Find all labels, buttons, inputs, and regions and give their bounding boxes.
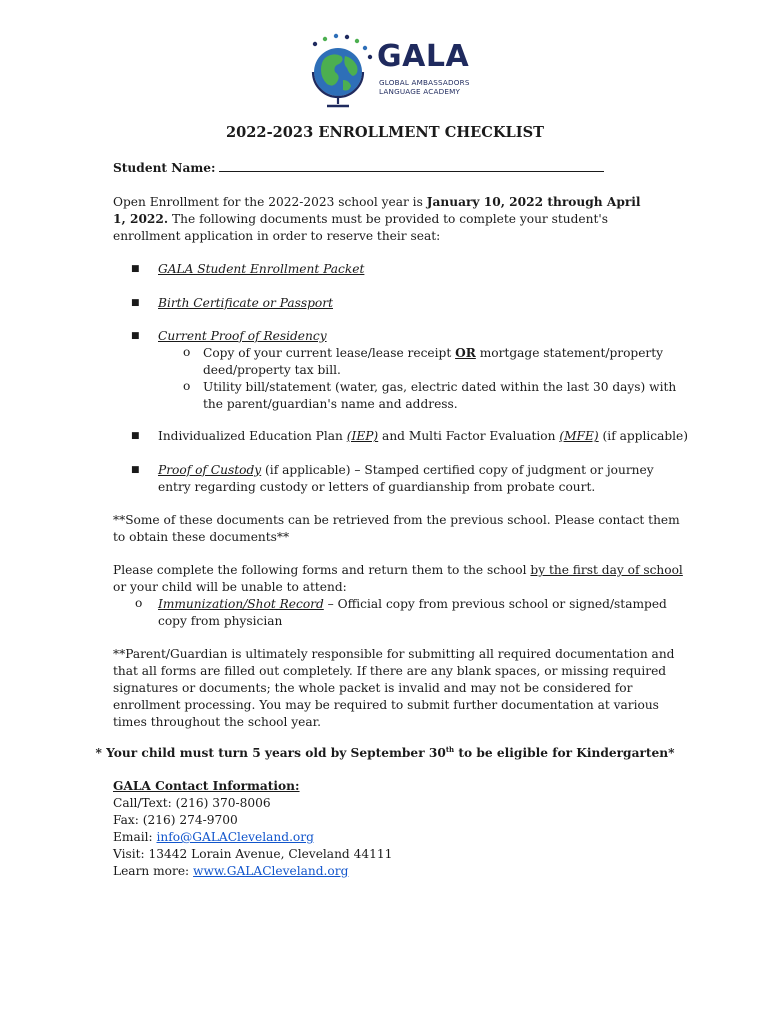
item4-text-c: (if applicable) bbox=[598, 429, 689, 443]
note-1-line-1: **Some of these documents can be retrieved from the previous school. Please contact them bbox=[113, 513, 680, 527]
enrollment-end-date-bold: 1, 2022. bbox=[113, 212, 169, 226]
bullet-square-icon: ■ bbox=[131, 298, 140, 308]
sub1-or: OR bbox=[455, 346, 476, 360]
doc-item-enrollment-packet bbox=[158, 261, 364, 278]
note-1-line-2: to obtain these documents** bbox=[113, 530, 290, 544]
email-link[interactable]: info@GALACleveland.org bbox=[156, 830, 314, 844]
sub-bullet-marker: o bbox=[183, 345, 191, 359]
forms-line-1 bbox=[113, 562, 683, 579]
bullet-square-icon: ■ bbox=[131, 465, 140, 475]
sub-bullet-marker: o bbox=[135, 596, 143, 610]
sub1-text-b: mortgage statement/property bbox=[475, 346, 664, 360]
page-title: 2022-2023 ENROLLMENT CHECKLIST bbox=[225, 124, 545, 141]
intro-line-1 bbox=[113, 194, 641, 211]
doc-item-iep-mfe bbox=[158, 428, 688, 445]
contact-email-label: Email: bbox=[113, 830, 157, 844]
intro-line-3: enrollment application in order to reserve their seat: bbox=[113, 229, 441, 243]
doc-item-proof-of-residency bbox=[158, 328, 327, 345]
kindergarten-notice bbox=[0, 745, 770, 760]
intro-text-2: The following documents must be provided to complete your student's bbox=[168, 212, 608, 226]
contact-heading: GALA Contact Information: bbox=[113, 779, 300, 793]
doc-item-proof-of-custody-cont: entry regarding custody or letters of guardianship from probate court. bbox=[158, 480, 596, 494]
intro-text-1: Open Enrollment for the 2022-2023 school year is bbox=[113, 195, 427, 209]
item4-text-b: and Multi Factor Evaluation bbox=[378, 429, 560, 443]
forms-deadline: by the first day of school bbox=[530, 563, 683, 577]
forms-item-immunization-cont: copy from physician bbox=[158, 614, 283, 628]
student-name-row bbox=[113, 160, 604, 177]
gala-logo bbox=[305, 30, 485, 110]
forms-item-text-a: – Official copy from previous school or signed/stamped bbox=[323, 597, 667, 611]
doc-item-1-text: GALA Student Enrollment Packet bbox=[158, 262, 365, 276]
item5-custody: Proof of Custody bbox=[158, 463, 262, 477]
note-2-line-2: that all forms are filled out completely. If there are any blank spaces, or missing required bbox=[113, 664, 667, 678]
globe-icon bbox=[305, 30, 375, 110]
student-name-label: Student Name: bbox=[113, 161, 216, 175]
item4-iep: (IEP) bbox=[346, 429, 379, 443]
item4-mfe: (MFE) bbox=[559, 429, 599, 443]
residency-sub-item-1 bbox=[203, 345, 663, 362]
residency-sub-item-2: Utility bill/statement (water, gas, electric dated within the last 30 days) with bbox=[203, 380, 677, 394]
note-2-line-3: signatures or documents; the whole packet is invalid and may not be considered for bbox=[113, 681, 633, 695]
student-name-blank bbox=[219, 160, 604, 172]
contact-website-row bbox=[113, 863, 348, 880]
kinder-text-b: to be eligible for Kindergarten* bbox=[454, 746, 675, 761]
contact-call: Call/Text: (216) 370-8006 bbox=[113, 796, 271, 810]
sub1-text-a: Copy of your current lease/lease receipt bbox=[203, 346, 456, 360]
website-link[interactable]: www.GALACleveland.org bbox=[193, 864, 349, 878]
note-2-line-4: enrollment processing. You may be required to submit further documentation at various bbox=[113, 698, 659, 712]
item5-text-a: (if applicable) – Stamped certified copy of judgment or journey bbox=[261, 463, 654, 477]
doc-item-2-text: Birth Certificate or Passport bbox=[158, 296, 333, 310]
residency-sub-item-2-cont: the parent/guardian's name and address. bbox=[203, 397, 458, 411]
immunization-record: Immunization/Shot Record bbox=[158, 597, 324, 611]
item4-text-a: Individualized Education Plan bbox=[158, 429, 347, 443]
intro-line-2 bbox=[113, 211, 608, 228]
sub-bullet-marker: o bbox=[183, 379, 191, 393]
forms-item-immunization bbox=[158, 596, 667, 613]
forms-line-2: or your child will be unable to attend: bbox=[113, 580, 347, 594]
logo-wordmark: GALA bbox=[377, 39, 470, 74]
contact-visit: Visit: 13442 Lorain Avenue, Cleveland 44111 bbox=[113, 847, 393, 861]
kinder-text-a: * Your child must turn 5 years old by September 30 bbox=[95, 746, 446, 761]
note-2-line-5: times throughout the school year. bbox=[113, 715, 321, 729]
doc-item-3-text: Current Proof of Residency bbox=[158, 329, 327, 343]
note-2-line-1: **Parent/Guardian is ultimately responsible for submitting all required documentation and bbox=[113, 647, 675, 661]
logo-subtitle-line-2: LANGUAGE ACADEMY bbox=[379, 87, 461, 96]
doc-item-proof-of-custody bbox=[158, 462, 654, 479]
residency-sub-item-1-cont: deed/property tax bill. bbox=[203, 363, 341, 377]
bullet-square-icon: ■ bbox=[131, 431, 140, 441]
bullet-square-icon: ■ bbox=[131, 331, 140, 341]
kinder-sup: th bbox=[445, 745, 455, 754]
enrollment-dates-bold: January 10, 2022 through April bbox=[426, 195, 641, 209]
contact-learn-label: Learn more: bbox=[113, 864, 194, 878]
contact-email-row bbox=[113, 829, 314, 846]
logo-subtitle-line-1: GLOBAL AMBASSADORS bbox=[379, 78, 470, 87]
forms-text-a: Please complete the following forms and return them to the school bbox=[113, 563, 531, 577]
contact-fax: Fax: (216) 274-9700 bbox=[113, 813, 238, 827]
bullet-square-icon: ■ bbox=[131, 264, 140, 274]
doc-item-birth-certificate bbox=[158, 295, 333, 312]
